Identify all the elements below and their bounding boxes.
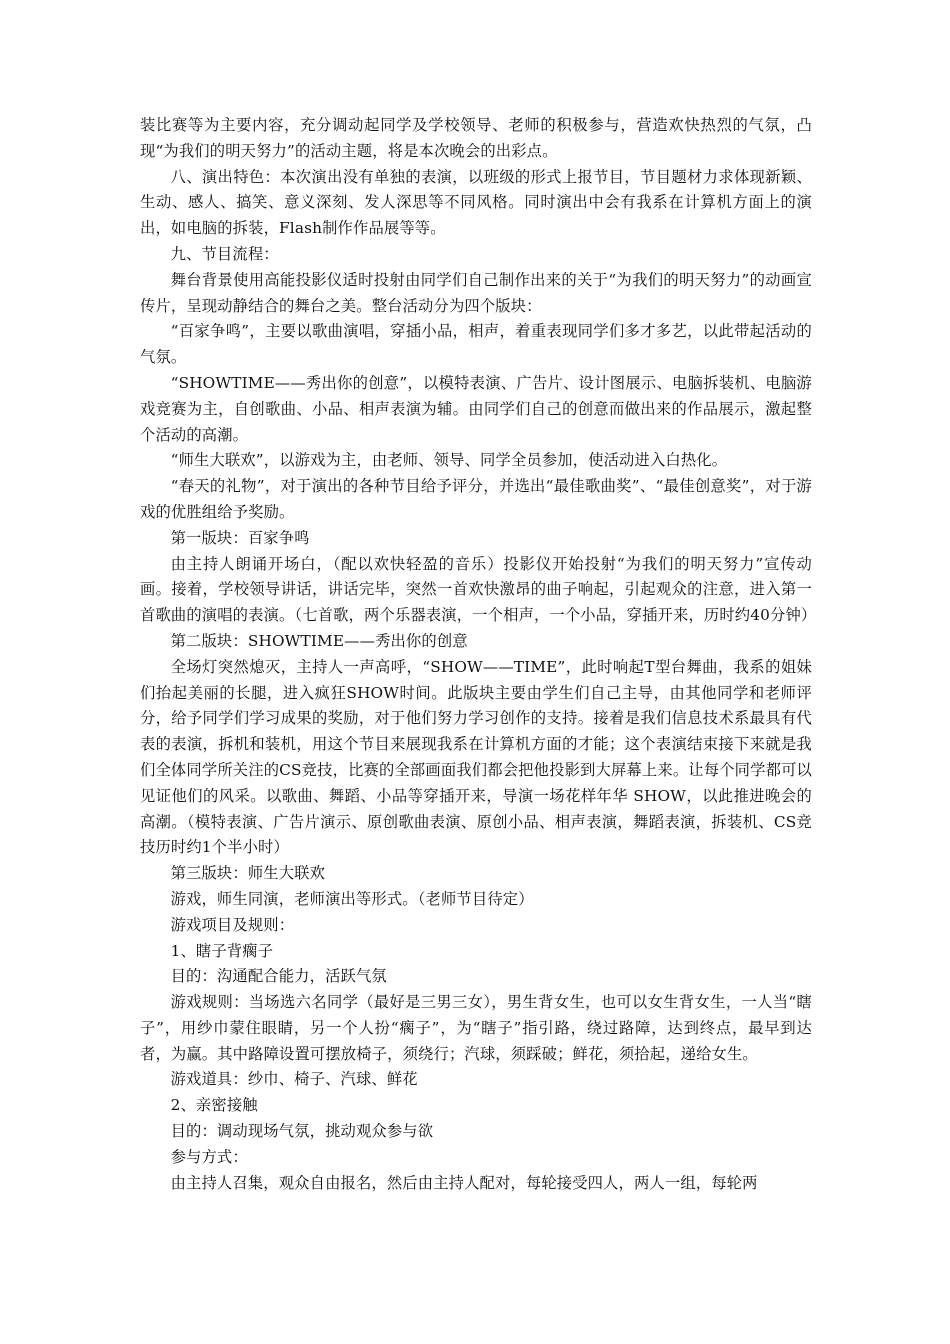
paragraph: 参与方式：: [170, 1147, 248, 1166]
paragraph: 由主持人朗诵开场白，（配以欢快轻盈的音乐）投影仪开始投射“为我们的明天努力”宣传动画。接着，学校领导讲话，讲话完毕，突然一首欢快激昂的曲子响起，引起观众的注意，进入第一首歌曲的演唱的表演。（七首歌，两个乐器表演，一个相声，一个小品，穿插开来，历时约40分钟）: [140, 554, 817, 625]
paragraph: 游戏道具：纱巾、椅子、汽球、鲜花: [170, 1070, 418, 1089]
paragraph: 装比赛等为主要内容，充分调动起同学及学校领导、老师的积极参与，营造欢快热烈的气氛，凸现“为我们的明天努力”的活动主题，将是本次晚会的出彩点。: [140, 116, 812, 160]
paragraph: “SHOWTIME——秀出你的创意”，以模特表演、广告片、设计图展示、电脑拆装机、电脑游戏竞赛为主，自创歌曲、小品、相声表演为辅。由同学们自己的创意而做出来的作品展示，激起整个活动的高潮。: [140, 373, 812, 444]
paragraph: 八、演出特色：本次演出没有单独的表演，以班级的形式上报节目，节目题材力求体现新颖、生动、感人、搞笑、意义深刻、发人深思等不同风格。同时演出中会有我系在计算机方面上的演出，如电脑的拆装，Flash制作作品展等等。: [140, 167, 812, 238]
paragraph: “百家争鸣”，主要以歌曲演唱，穿插小品，相声，着重表现同学们多才多艺，以此带起活动的气氛。: [140, 322, 812, 367]
paragraph: 全场灯突然熄灭，主持人一声高呼，“SHOW——TIME”，此时响起T型台舞曲，我系的姐妹们抬起美丽的长腿，进入疯狂SHOW时间。此版块主要由学生们自己主导，由其他同学和老师评分，给予同学们学习成果的奖励，对于他们努力学习创作的支持。接着是我们信息技术系最具有代表的表演，拆机和装机，用这个节目来展现我系在计算机方面的才能；这个表演结束接下来就是我们全体同学所关注的CS竞技，比赛的全部画面我们都会把他投影到大屏幕上来。让每个同学都可以见证他们的风采。以歌曲、舞蹈、小品等穿插开来，导演一场花样年华 SHOW，以此推进晚会的高潮。（模特表演、广告片演示、原创歌曲表演、原创小品、相声表演，舞蹈表演，拆装机、CS竞技历时约1个半小时）: [140, 657, 812, 857]
section-heading: 第一版块：百家争鸣: [170, 528, 310, 547]
paragraph: 目的：调动现场气氛，挑动观众参与欲: [170, 1122, 434, 1141]
paragraph: 游戏，师生同演，老师演出等形式。（老师节目待定）: [170, 889, 534, 908]
paragraph: 目的：沟通配合能力，活跃气氛: [170, 967, 387, 986]
paragraph: 游戏规则：当场选六名同学（最好是三男三女），男生背女生，也可以女生背女生，一人当“瞎子”，用纱巾蒙住眼睛，另一个人扮“瘸子”，为“瞎子”指引路，绕过路障，达到终点，最早到达者，为赢。其中路障设置可摆放椅子，须绕行；汽球，须踩破；鲜花，须拾起，递给女生。: [140, 993, 812, 1063]
document-body: [140, 113, 817, 1196]
paragraph: “春天的礼物”，对于演出的各种节目给予评分，并选出“最佳歌曲奖”、“最佳创意奖”，对于游戏的优胜组给予奖励。: [140, 477, 812, 521]
paragraph: 由主持人召集，观众自由报名，然后由主持人配对，每轮接受四人，两人一组，每轮两: [170, 1173, 758, 1192]
section-heading: 九、节目流程：: [170, 244, 279, 263]
paragraph: 舞台背景使用高能投影仪适时投射由同学们自己制作出来的关于“为我们的明天努力”的动画宣传片，呈现动静结合的舞台之美。整台活动分为四个版块：: [140, 270, 812, 315]
list-item-heading: 2、亲密接触: [170, 1096, 258, 1115]
section-heading: 第二版块：SHOWTIME——秀出你的创意: [170, 631, 468, 650]
paragraph: 游戏项目及规则：: [170, 915, 295, 934]
list-item-heading: 1、瞎子背瘸子: [170, 941, 274, 960]
section-heading: 第三版块：师生大联欢: [170, 864, 326, 883]
paragraph: “师生大联欢”，以游戏为主，由老师、领导、同学全员参加，使活动进入白热化。: [170, 451, 728, 470]
